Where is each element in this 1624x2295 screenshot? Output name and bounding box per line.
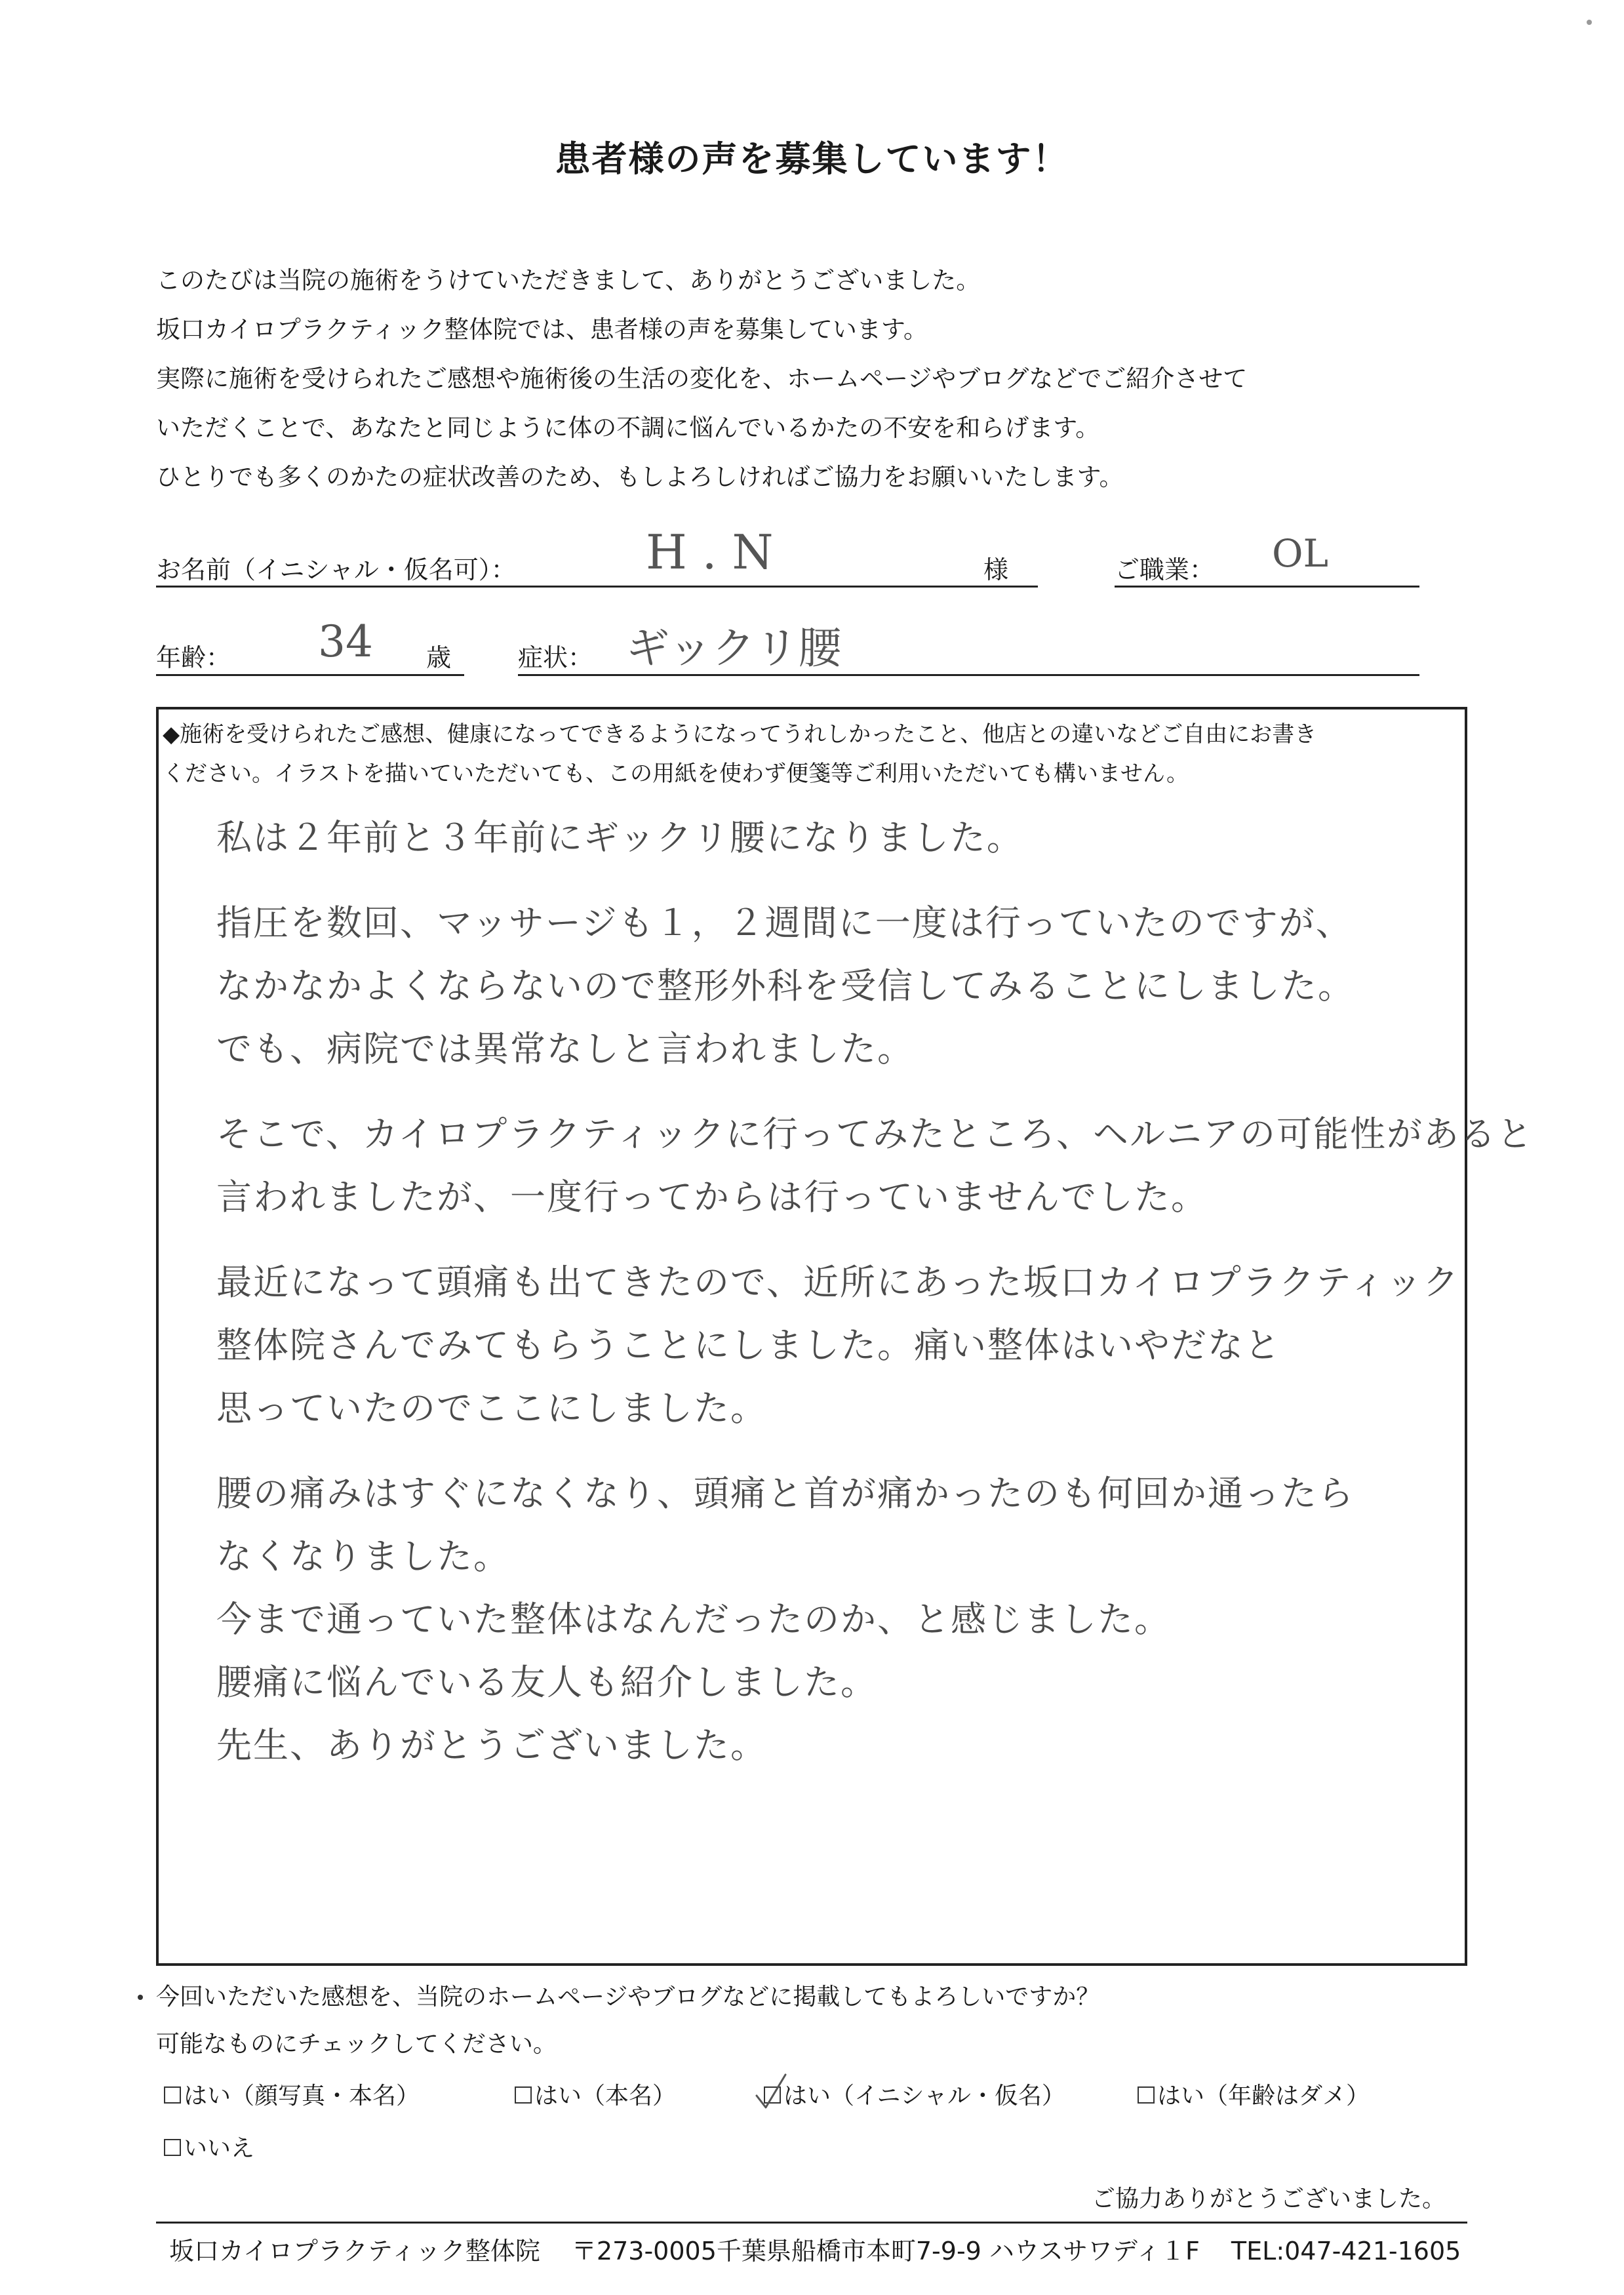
clinic-name: 坂口カイロプラクティック整体院 bbox=[169, 2237, 540, 2265]
option-label: はい（顔写真・本名） bbox=[184, 2083, 420, 2109]
occupation-label: ご職業： bbox=[1115, 555, 1215, 584]
comment-line: 腰の痛みはすぐになくなり、頭痛と首が痛かったのも何回か通ったら bbox=[216, 1473, 1355, 1514]
checkbox[interactable] bbox=[1138, 2086, 1155, 2104]
age-value[interactable]: 34 bbox=[318, 616, 373, 667]
symptom-label: 症状： bbox=[518, 643, 593, 672]
check-mark-icon bbox=[754, 2072, 788, 2111]
name-underline bbox=[156, 586, 1038, 588]
checkbox[interactable] bbox=[164, 2086, 181, 2104]
intro-line: 実際に施術を受けられたご感想や施術後の生活の変化を、ホームページやブログなどでご紹介させて bbox=[156, 365, 1248, 393]
comment-line: 指圧を数回、マッサージも１，２週間に一度は行っていたのですが、 bbox=[216, 902, 1353, 944]
age-underline bbox=[156, 674, 464, 676]
option-initials[interactable] bbox=[764, 2077, 1065, 2111]
comment-line: 先生、ありがとうございました。 bbox=[216, 1725, 767, 1766]
option-no[interactable] bbox=[164, 2130, 254, 2163]
occupation-value[interactable]: OL bbox=[1272, 531, 1329, 576]
option-label: はい（本名） bbox=[534, 2083, 677, 2109]
comment-line: 思っていたのでここにしました。 bbox=[216, 1387, 767, 1429]
thanks-text: ご協力ありがとうございました。 bbox=[1092, 2185, 1446, 2212]
comment-line: 私は２年前と３年前にギックリ腰になりました。 bbox=[216, 817, 1023, 858]
age-label: 年齢： bbox=[156, 643, 231, 672]
bullet-dot bbox=[138, 1995, 143, 2000]
clinic-tel: TEL:047-421-1605 bbox=[1231, 2237, 1461, 2265]
comment-paragraph bbox=[216, 1103, 1534, 1229]
intro-line: このたびは当院の施術をうけていただきまして、ありがとうございました。 bbox=[156, 266, 981, 294]
symptom-value[interactable]: ギックリ腰 bbox=[626, 623, 842, 673]
intro-line: ひとりでも多くのかたの症状改善のため、もしよろしければご協力をお願いいたします。 bbox=[156, 463, 1124, 491]
comment-line: なくなりました。 bbox=[216, 1536, 510, 1577]
comment-line: なかなかよくならないので整形外科を受信してみることにしました。 bbox=[216, 965, 1355, 1007]
footer bbox=[169, 2231, 1484, 2267]
comment-box-instructions bbox=[163, 715, 1317, 793]
comment-line: 今まで通っていた整体はなんだったのか、と感じました。 bbox=[216, 1599, 1171, 1640]
option-photo-realname[interactable] bbox=[164, 2077, 420, 2111]
clinic-address: 〒273-0005千葉県船橋市本町7-9-9 ハウスサワディ１F bbox=[571, 2237, 1200, 2265]
handwritten-comment bbox=[216, 807, 1534, 1799]
consent-section bbox=[156, 1974, 1099, 2068]
comment-paragraph bbox=[216, 807, 1462, 869]
comment-line: 最近になって頭痛も出てきたので、近所にあった坂口カイロプラクティック bbox=[216, 1262, 1460, 1303]
comment-line: でも、病院では異常なしと言われました。 bbox=[216, 1028, 914, 1069]
age-suffix: 歳 bbox=[426, 643, 452, 672]
consent-instruction: 可能なものにチェックしてください。 bbox=[156, 2031, 557, 2058]
intro-line: いただくことで、あなたと同じように体の不調に悩んでいるかたの不安を和らげます。 bbox=[156, 414, 1100, 442]
option-label: はい（イニシャル・仮名） bbox=[783, 2083, 1065, 2109]
consent-question: 今回いただいた感想を、当院のホームページやブログなどに掲載してもよろしいですか？ bbox=[156, 1984, 1100, 2010]
instruction-line: ◆施術を受けられたご感想、健康になってできるようになってうれしかったこと、他店との違いなどご自由にお書き bbox=[163, 721, 1317, 748]
comment-paragraph bbox=[216, 1462, 1462, 1777]
checkbox[interactable] bbox=[164, 2139, 181, 2156]
option-label: いいえ bbox=[184, 2135, 255, 2162]
page-title: 患者様の声を募集しています！ bbox=[555, 138, 1069, 180]
footer-divider bbox=[156, 2222, 1467, 2224]
comment-paragraph bbox=[216, 892, 1462, 1081]
intro-line: 坂口カイロプラクティック整体院では、患者様の声を募集しています。 bbox=[156, 315, 928, 344]
comment-paragraph bbox=[216, 1251, 1462, 1440]
scan-speck bbox=[1587, 20, 1592, 25]
comment-line: そこで、カイロプラクティックに行ってみたところ、ヘルニアの可能性があると bbox=[216, 1113, 1534, 1155]
comment-line: 言われましたが、一度行ってからは行っていませんでした。 bbox=[216, 1176, 1208, 1218]
name-value[interactable]: H . N bbox=[646, 525, 774, 580]
name-suffix: 様 bbox=[983, 555, 1009, 584]
symptom-underline bbox=[518, 674, 1419, 676]
occupation-underline bbox=[1115, 586, 1419, 588]
comment-line: 整体院さんでみてもらうことにしました。痛い整体はいやだなと bbox=[216, 1325, 1281, 1366]
option-no-age[interactable] bbox=[1138, 2077, 1370, 2111]
option-realname[interactable] bbox=[515, 2077, 676, 2111]
comment-line: 腰痛に悩んでいる友人も紹介しました。 bbox=[216, 1662, 877, 1703]
intro-text bbox=[156, 256, 1247, 502]
checkbox[interactable] bbox=[515, 2086, 532, 2104]
option-label: はい（年齢はダメ） bbox=[1157, 2083, 1370, 2109]
instruction-line: ください。イラストを描いていただいても、この用紙を使わず便箋等ご利用いただいても構いません。 bbox=[163, 761, 1189, 787]
name-label: お名前（イニシャル・仮名可）： bbox=[156, 555, 516, 584]
